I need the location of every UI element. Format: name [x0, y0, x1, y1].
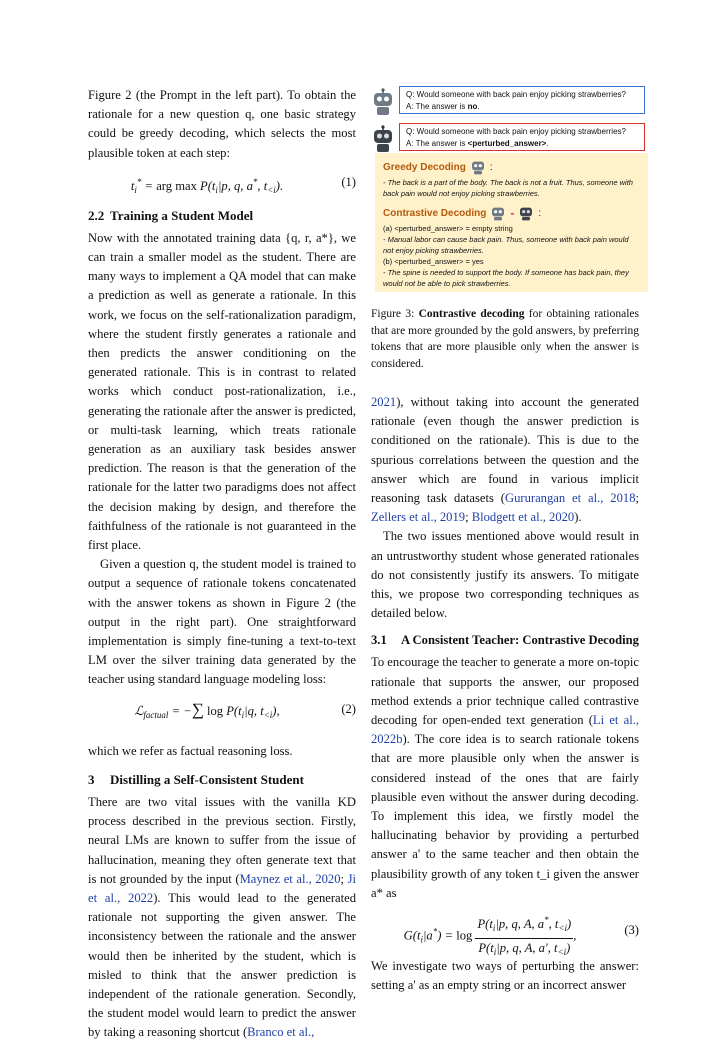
- answer-text: A: The answer is <perturbed_answer>.: [406, 139, 549, 148]
- citation-link[interactable]: Blodgett et al., 2020: [471, 510, 575, 525]
- left-column: [88, 86, 356, 1043]
- paragraph-two-issues: The two issues mentioned above would result in an untrustworthy student whose generated rationales do not consistently justify its answers. To mitigate this, we propose two corresponding techniques as detailed below.: [371, 529, 639, 621]
- citation-link[interactable]: 2021: [371, 395, 397, 409]
- contrastive-title: Contrastive Decoding - :: [383, 205, 542, 220]
- option-a-text: - Manual labor can cause back pain. Thus, someone with back pain would not enjoy picking strawberries.: [383, 235, 629, 255]
- question-text: Q: Would someone with back pain enjoy picking strawberries?: [406, 90, 626, 99]
- paragraph-perturbing: We investigate two ways of perturbing the answer: setting a' as an empty string or an incorrect answer: [371, 959, 639, 993]
- robot-dark-icon: [371, 125, 395, 153]
- greedy-text: - The back is a part of the body. The back is not a fruit. Thus, someone with back pain would not enjoy picking strawberries.: [383, 178, 633, 198]
- citation-link[interactable]: Zellers et al., 2019: [371, 510, 466, 525]
- citation-link[interactable]: Li et al., 2022b: [371, 713, 640, 747]
- paragraph-shortcut: 2021), without taking into account the generated rationale (even though the answer prediction is conditioned on the rationale). This is due to the spurious correlations between the question and the answer which are found in various implicit reasoning task datasets (Gururangan et al., 2018; Zellers et al., 2019; Blodgett et al., 2020).: [371, 395, 639, 525]
- figure-3: [371, 86, 649, 160]
- answer-text: A: The answer is no.: [406, 102, 480, 111]
- citation-link[interactable]: Ji et al., 2022: [88, 871, 356, 905]
- paragraph-student-model: Now with the annotated training data {q, r, a*}, we can train a smaller model as the student. There are many ways to implement a QA model that can make a prediction as well as generate a rationale. In this work, we focus on the self-rationalization paradigm, where the student firstly generates a rationale and then predicts the answer conditioning on the generated rationale. This is in contrast to related works which conduct post-rationalization, i.e., generating the rationale after the answer is predicted, or multi-task learning, which treats rationale generation as an auxiliary task besides answer prediction. The reason is that the generation of the rationale for the latter two paradigms does not affect the decision making by design, and therefore the faithfulness of the rationale is not guaranteed in the first place.: [88, 230, 356, 553]
- paragraph-factual-loss: which we refer as factual reasoning loss.: [88, 743, 293, 758]
- paragraph-contrastive: To encourage the teacher to generate a more on-topic rationale that supports the answer, our proposed method extends a prior technique called contrastive decoding for open-ended text generation (Li et al., 2022b). The core idea is to search rationale tokens that are more plausible only when the answer is considered instead of the ones that are fairly plausible even without the answer during decoding. To implement this idea, we firstly model the hallucinating behavior by providing a perturbed answer a' to the same teacher and then obtain the plausibility growth of any token t_i given the answer a* as: [371, 655, 640, 900]
- robot-icon: [470, 159, 486, 175]
- paragraph-greedy-intro: Figure 2 (the Prompt in the left part). To obtain the rationale for a new question q, one basic strategy could be greedy decoding, which selects the most plausible token at each step:: [88, 88, 356, 160]
- equation-2-number: (2): [341, 701, 356, 716]
- robot-icon: [371, 88, 395, 116]
- paragraph-student-training: Given a question q, the student model is trained to output a sequence of rationale tokens concatenated with the answer tokens as shown in Figure 2 (the output in the right part). One straightforward implementation is simply fine-tuning a text-to-text LM over the silver training data generated by the teacher using standard language modeling loss:: [88, 557, 356, 687]
- equation-1: $t_i^*$ = arg $\max P(t_i|p$, q, a*, $t_{<i}$). (1): [130, 174, 356, 195]
- decoding-panel: [375, 153, 648, 292]
- robot-icon: [490, 205, 506, 221]
- greedy-title: Greedy Decoding :: [383, 159, 640, 175]
- equation-2: ℒ$_{factual}$ = −∑ $\log P(t_i|q$, $t_{<i}$), (2): [134, 699, 356, 720]
- option-b-text: - The spine is needed to support the body. If someone has back pain, they would not be able to pick strawberries.: [383, 268, 629, 288]
- section-heading-2-2: 2.2 Training a Student Model: [88, 207, 254, 223]
- section-heading-3: 3 Distilling a Self-Consistent Student: [88, 771, 304, 787]
- citation-link[interactable]: Branco et al.,: [247, 1025, 315, 1040]
- option-a-label: (a) <perturbed_answer> = empty string: [383, 224, 513, 233]
- option-b-label: (b) <perturbed_answer> = yes: [383, 257, 484, 266]
- equation-1-number: (1): [341, 174, 356, 189]
- question-box-gold: [399, 86, 645, 114]
- question-box-perturbed: [399, 123, 645, 151]
- equation-3-number: (3): [624, 923, 639, 938]
- question-text: Q: Would someone with back pain enjoy picking strawberries?: [406, 127, 626, 136]
- paragraph-vital-issues: There are two vital issues with the vanilla KD process described in the previous section. Firstly, neural LMs are known to suffer from the issue of hallucination, meaning they often generate text that is not grounded by the input (Maynez et al., 2020; Ji et al., 2022). This would lead to the generated rationale not supporting the given answer. The inconsistency between the rationale and the answer would then be inherited by the student, which is misled to think that the answer prediction is independent of the rationale generation. Secondly, the student model would learn to predict the answer by taking a reasoning shortcut (Branco et al.,: [88, 794, 356, 1040]
- prompt-row-perturbed: [371, 123, 649, 157]
- citation-link[interactable]: Gururangan et al., 2018: [505, 491, 636, 506]
- section-heading-3-1: 3.1 A Consistent Teacher: Contrastive Decoding: [371, 633, 639, 648]
- citation-link[interactable]: Maynez et al., 2020: [239, 871, 341, 886]
- prompt-row-gold: [371, 86, 649, 120]
- right-column: [371, 393, 639, 995]
- robot-dark-icon: [518, 205, 534, 221]
- figure-caption: Figure 3: Contrastive decoding for obtaining rationales that are more grounded by the gold answers, by preferring tokens that are more plausible only when the answer is considered.: [371, 308, 639, 370]
- equation-3: $G(t_i|a^*) = \log$ $\frac{P(t_i|p, q, A, a^*, t_{<i})}{P(t_i|p, q, A, a', t_{<i})}$ , (3): [371, 907, 639, 953]
